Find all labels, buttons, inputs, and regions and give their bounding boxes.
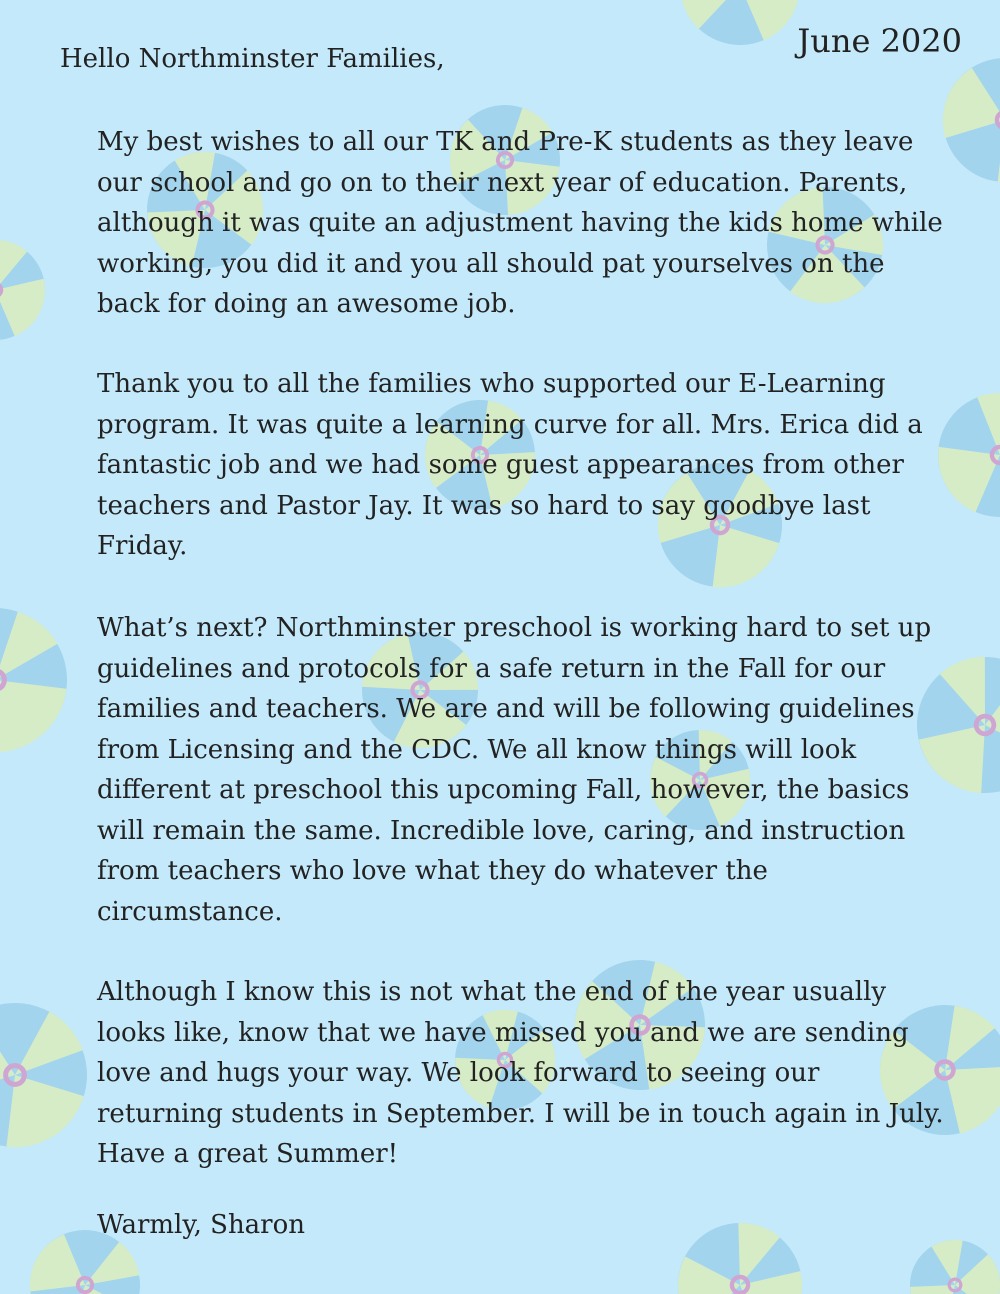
- paragraph-closing: Although I know this is not what the end of the year usually looks like, know that we have missed you and we are sending love and hugs your way. We look forward to seeing our returning students in September. I will be in touch again in July. Have a great Summer!: [97, 977, 944, 1169]
- paragraph-thank-you: Thank you to all the families who supported our E-Learning program. It was quite a learning curve for all. Mrs. Erica did a fantastic job and we had some guest appearances from other teachers and Pastor Jay. It was so hard to say goodbye last Friday.: [97, 369, 923, 561]
- paragraph-best-wishes: My best wishes to all our TK and Pre-K students as they leave our school and go on to their next year of education. Parents, although it was quite an adjustment having the kids home while working, you did it and you all should pat yourselves on the back for doing an awesome job.: [97, 127, 943, 319]
- letter-date: June 2020: [797, 22, 962, 60]
- paragraph-whats-next: What’s next? Northminster preschool is working hard to set up guidelines and protocols for a safe return in the Fall for our families and teachers. We are and will be following guidelines from Licensing and the CDC. We all know things will look different at preschool this upcoming Fall, however, the basics will remain the same. Incredible love, caring, and instruction from teachers who love what they do whatever the circumstance.: [97, 613, 932, 927]
- letter-greeting: Hello Northminster Families,: [60, 44, 445, 74]
- letter-signoff: Warmly, Sharon: [97, 1210, 306, 1240]
